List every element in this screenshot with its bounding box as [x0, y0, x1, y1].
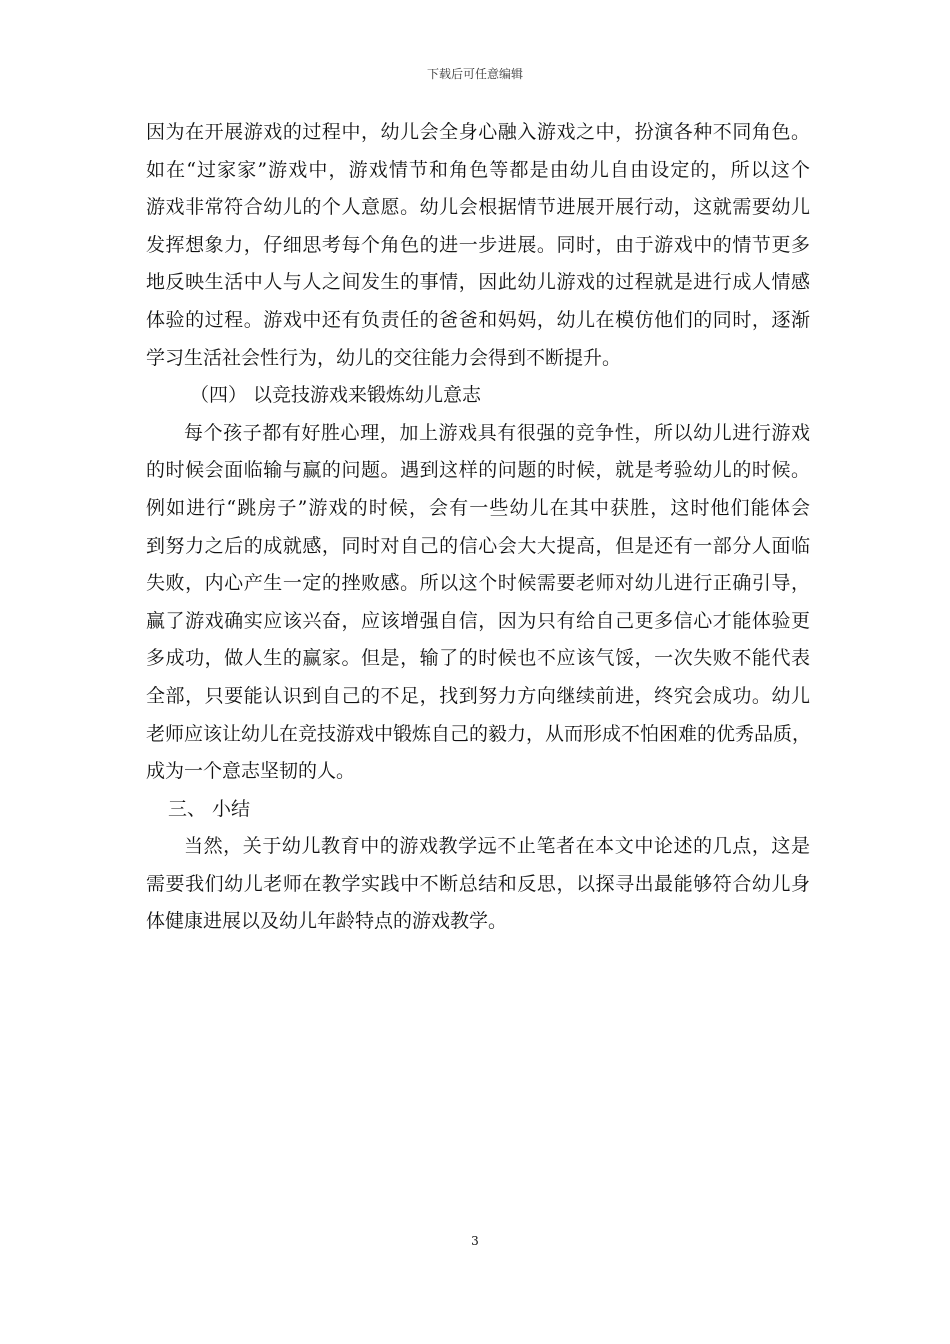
paragraph-role-play [146, 114, 810, 377]
paragraph-line: 到努力之后的成就感，同时对自己的信心会大大提高，但是还有一部分人面临 [146, 534, 810, 557]
paragraph-line: 每个孩子都有好胜心理，加上游戏具有很强的竞争性，所以幼儿进行游戏 [184, 421, 810, 444]
paragraph-line: 多成功，做人生的赢家。但是，输了的时候也不应该气馁，一次失败不能代表 [146, 647, 810, 670]
paragraph-line: 发挥想象力，仔细思考每个角色的进一步进展。同时，由于游戏中的情节更多 [146, 233, 810, 256]
page-number: 3 [471, 1234, 479, 1248]
paragraph-line: 当然，关于幼儿教育中的游戏教学远不止笔者在本文中论述的几点，这是 [184, 835, 810, 858]
paragraph-line: 成为一个意志坚韧的人。 [146, 760, 356, 783]
paragraph-line: 赢了游戏确实应该兴奋，应该增强自信，因为只有给自己更多信心才能体验更 [146, 609, 810, 632]
paragraph-line: 如在“过家家”游戏中，游戏情节和角色等都是由幼儿自由设定的，所以这个 [146, 158, 810, 181]
paragraph-line: 老师应该让幼儿在竞技游戏中锻炼自己的毅力，从而形成不怕困难的优秀品质， [146, 722, 812, 745]
paragraph-summary [146, 828, 810, 941]
paragraph-line: 游戏非常符合幼儿的个人意愿。幼儿会根据情节进展开展行动，这就需要幼儿 [146, 196, 810, 219]
paragraph-line: 需要我们幼儿老师在教学实践中不断总结和反思，以探寻出最能够符合幼儿身 [146, 872, 810, 895]
paragraph-line: 例如进行“跳房子”游戏的时候，会有一些幼儿在其中获胜，这时他们能体会 [146, 496, 810, 519]
paragraph-competitive-games [146, 415, 810, 791]
subsection-heading: （四） 以竞技游戏来锻炼幼儿意志 [190, 384, 482, 407]
paragraph-line: 因为在开展游戏的过程中，幼儿会全身心融入游戏之中，扮演各种不同角色。 [146, 121, 810, 143]
page-header: 下载后可任意编辑 [426, 67, 523, 81]
section-heading: 三、 小结 [168, 797, 251, 820]
paragraph-line: 失败，内心产生一定的挫败感。所以这个时候需要老师对幼儿进行正确引导， [146, 572, 810, 595]
paragraph-line: 体验的过程。游戏中还有负责任的爸爸和妈妈，幼儿在模仿他们的同时，逐渐 [146, 308, 810, 331]
paragraph-line: 学习生活社会性行为，幼儿的交往能力会得到不断提升。 [146, 346, 622, 369]
paragraph-line: 地反映生活中人与人之间发生的事情，因此幼儿游戏的过程就是进行成人情感 [146, 271, 810, 294]
paragraph-line: 体健康进展以及幼儿年龄特点的游戏教学。 [146, 910, 508, 933]
document-body [146, 114, 810, 941]
paragraph-line: 全部，只要能认识到自己的不足，找到努力方向继续前进，终究会成功。幼儿 [146, 684, 810, 707]
paragraph-line: 的时候会面临输与赢的问题。遇到这样的问题的时候，就是考验幼儿的时候。 [146, 459, 810, 482]
